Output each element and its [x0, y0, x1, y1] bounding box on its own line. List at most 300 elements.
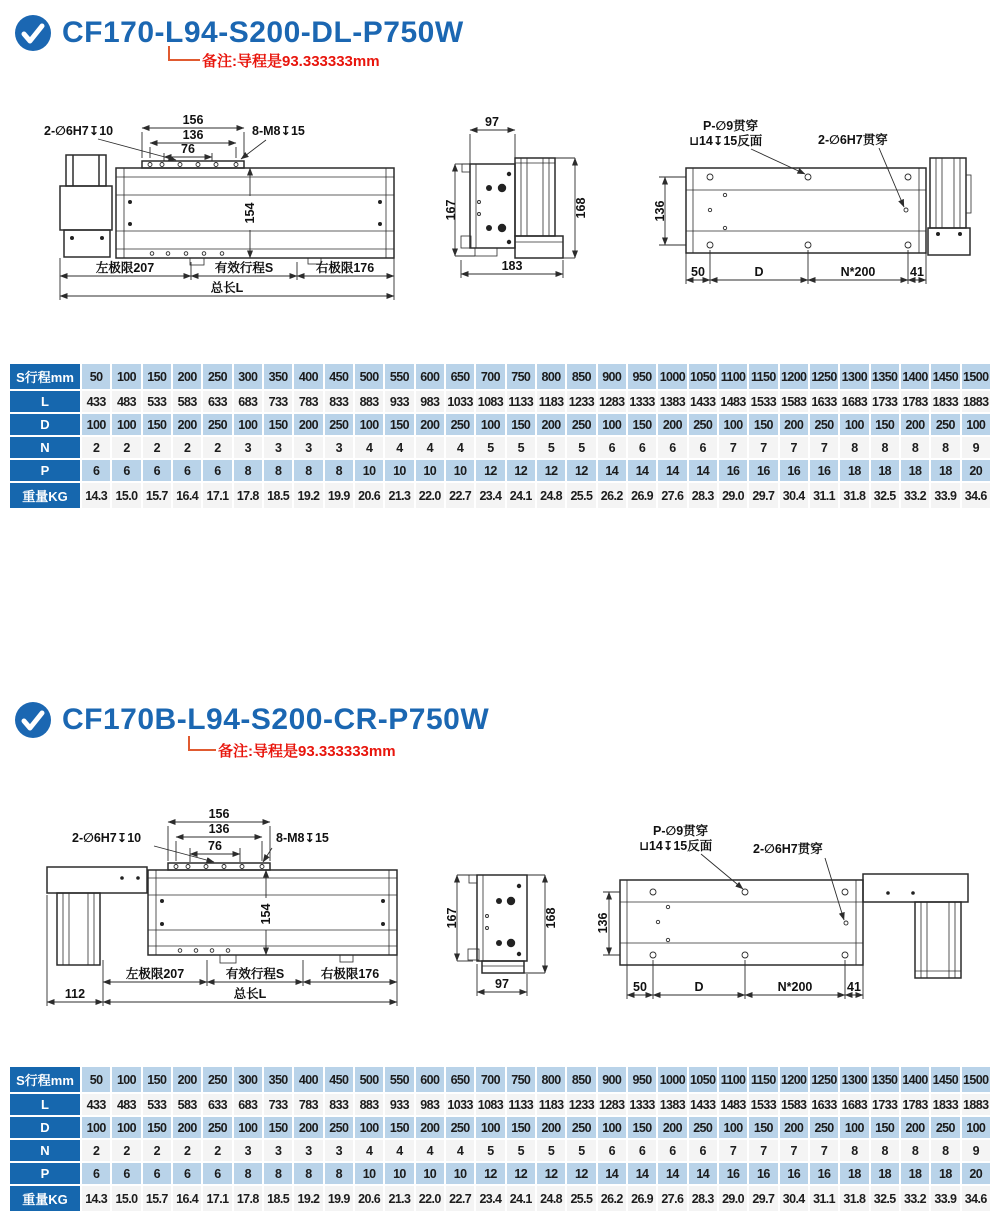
table-row — [10, 1186, 990, 1211]
spec-cell: 200 — [658, 414, 686, 435]
spec-cell: 15.7 — [143, 483, 171, 508]
dim-label: D — [754, 265, 764, 279]
spec-cell: 29.7 — [749, 1186, 777, 1211]
spec-cell: 100 — [112, 1117, 140, 1138]
spec-cell: 6 — [598, 437, 626, 458]
spec-cell: 533 — [143, 391, 171, 412]
spec-cell: 600 — [416, 364, 444, 389]
hole-callout: P-∅9贯穿 — [653, 824, 709, 838]
table-row — [10, 1117, 990, 1138]
spec-cell: 633 — [203, 1094, 231, 1115]
spec-cell: 4 — [355, 1140, 383, 1161]
spec-cell: 5 — [537, 437, 565, 458]
spec-cell: 6 — [628, 1140, 656, 1161]
spec-cell: 200 — [780, 1117, 808, 1138]
spec-cell: 1450 — [931, 1067, 959, 1092]
dim-label: 50 — [691, 265, 705, 279]
spec-cell: 250 — [931, 1117, 959, 1138]
spec-cell: 1300 — [840, 364, 868, 389]
spec-cell: 1683 — [840, 1094, 868, 1115]
spec-cell: 17.8 — [234, 1186, 262, 1211]
spec-cell: 1200 — [780, 364, 808, 389]
spec-cell: 100 — [355, 1117, 383, 1138]
spec-cell: 200 — [173, 1117, 201, 1138]
row-header: 重量KG — [10, 1186, 80, 1211]
row-header: P — [10, 1163, 80, 1184]
spec-cell: 250 — [689, 414, 717, 435]
plan-view-drawing — [633, 100, 998, 300]
spec-cell: 2 — [173, 1140, 201, 1161]
spec-cell: 250 — [203, 1117, 231, 1138]
spec-cell: 100 — [962, 414, 990, 435]
spec-cell: 1500 — [962, 1067, 990, 1092]
spec-cell: 1383 — [658, 1094, 686, 1115]
dim-label: N*200 — [840, 265, 876, 279]
spec-cell: 633 — [203, 391, 231, 412]
row-header: S行程mm — [10, 1067, 80, 1092]
row-header: N — [10, 1140, 80, 1161]
spec-cell: 10 — [385, 460, 413, 481]
spec-cell: 8 — [931, 437, 959, 458]
spec-cell: 33.9 — [931, 483, 959, 508]
spec-cell: 14.3 — [82, 1186, 110, 1211]
spec-cell: 250 — [203, 1067, 231, 1092]
spec-cell: 100 — [82, 414, 110, 435]
spec-cell: 10 — [446, 460, 474, 481]
spec-cell: 8 — [325, 460, 353, 481]
spec-cell: 683 — [234, 1094, 262, 1115]
spec-cell: 1250 — [810, 1067, 838, 1092]
spec-cell: 14 — [658, 460, 686, 481]
spec-cell: 650 — [446, 364, 474, 389]
spec-cell: 100 — [840, 414, 868, 435]
spec-cell: 1400 — [901, 1067, 929, 1092]
spec-cell: 6 — [173, 1163, 201, 1184]
spec-cell: 5 — [567, 1140, 595, 1161]
spec-cell: 6 — [689, 437, 717, 458]
spec-cell: 1783 — [901, 391, 929, 412]
spec-cell: 1283 — [598, 1094, 626, 1115]
spec-cell: 24.1 — [507, 1186, 535, 1211]
spec-cell: 250 — [325, 1117, 353, 1138]
spec-cell: 23.4 — [476, 1186, 504, 1211]
spec-cell: 8 — [840, 1140, 868, 1161]
spec-cell: 8 — [264, 460, 292, 481]
spec-cell: 1150 — [749, 364, 777, 389]
spec-cell: 8 — [264, 1163, 292, 1184]
spec-cell: 5 — [567, 437, 595, 458]
spec-cell: 29.7 — [749, 483, 777, 508]
spec-cell: 200 — [658, 1117, 686, 1138]
spec-cell: 8 — [234, 1163, 262, 1184]
spec-cell: 3 — [325, 1140, 353, 1161]
spec-cell: 24.8 — [537, 483, 565, 508]
note-text: 备注:导程是93.333333mm — [202, 53, 380, 70]
spec-cell: 3 — [264, 437, 292, 458]
spec-cell: 1883 — [962, 391, 990, 412]
spec-cell: 1433 — [689, 391, 717, 412]
spec-cell: 16 — [810, 460, 838, 481]
spec-cell: 1533 — [749, 1094, 777, 1115]
dim-label: 总长L — [233, 987, 267, 1001]
spec-cell: 1183 — [537, 391, 565, 412]
spec-cell: 583 — [173, 391, 201, 412]
spec-cell: 22.0 — [416, 483, 444, 508]
spec-cell: 100 — [962, 1117, 990, 1138]
spec-cell: 100 — [476, 1117, 504, 1138]
spec-cell: 10 — [385, 1163, 413, 1184]
spec-cell: 5 — [507, 1140, 535, 1161]
spec-cell: 14.3 — [82, 483, 110, 508]
spec-cell: 3 — [234, 437, 262, 458]
spec-cell: 17.8 — [234, 483, 262, 508]
spec-cell: 100 — [598, 414, 626, 435]
spec-cell: 2 — [203, 1140, 231, 1161]
spec-cell: 1383 — [658, 391, 686, 412]
spec-cell: 29.0 — [719, 1186, 747, 1211]
spec-cell: 150 — [264, 1117, 292, 1138]
spec-cell: 1050 — [689, 1067, 717, 1092]
dim-label: 154 — [259, 903, 273, 925]
page-title: CF170B-L94-S200-CR-P750W — [62, 703, 490, 736]
spec-cell: 33.9 — [931, 1186, 959, 1211]
spec-cell: 150 — [143, 1117, 171, 1138]
spec-cell: 600 — [416, 1067, 444, 1092]
section2-title-row — [14, 701, 489, 739]
spec-cell: 4 — [385, 437, 413, 458]
spec-cell: 200 — [780, 414, 808, 435]
spec-cell: 150 — [143, 1067, 171, 1092]
spec-cell: 250 — [203, 364, 231, 389]
spec-cell: 6 — [82, 460, 110, 481]
spec-cell: 250 — [931, 414, 959, 435]
spec-cell: 14 — [598, 460, 626, 481]
spec-cell: 1400 — [901, 364, 929, 389]
table-row — [10, 1140, 990, 1161]
spec-cell: 14 — [689, 460, 717, 481]
spec-cell: 26.2 — [598, 483, 626, 508]
spec-cell: 300 — [234, 1067, 262, 1092]
spec-cell: 1000 — [658, 1067, 686, 1092]
row-header: N — [10, 437, 80, 458]
spec-cell: 100 — [112, 364, 140, 389]
spec-cell: 6 — [112, 460, 140, 481]
spec-cell: 1783 — [901, 1094, 929, 1115]
spec-cell: 150 — [871, 1117, 899, 1138]
spec-cell: 19.2 — [294, 483, 322, 508]
spec-cell: 550 — [385, 364, 413, 389]
spec-cell: 22.7 — [446, 483, 474, 508]
spec-table — [8, 362, 992, 510]
spec-cell: 783 — [294, 1094, 322, 1115]
spec-cell: 800 — [537, 364, 565, 389]
spec-cell: 933 — [385, 391, 413, 412]
spec-cell: 22.7 — [446, 1186, 474, 1211]
spec-cell: 12 — [507, 1163, 535, 1184]
spec-cell: 450 — [325, 1067, 353, 1092]
page-title: CF170-L94-S200-DL-P750W — [62, 16, 464, 49]
spec-cell: 150 — [749, 1117, 777, 1138]
spec-table — [8, 1065, 992, 1213]
spec-cell: 12 — [476, 1163, 504, 1184]
spec-cell: 14 — [689, 1163, 717, 1184]
spec-cell: 100 — [112, 414, 140, 435]
spec-cell: 583 — [173, 1094, 201, 1115]
spec-cell: 18 — [931, 1163, 959, 1184]
table-row — [10, 1163, 990, 1184]
spec-cell: 5 — [476, 1140, 504, 1161]
spec-cell: 250 — [567, 1117, 595, 1138]
hole-callout: 8-M8↧15 — [252, 124, 305, 138]
spec-cell: 200 — [537, 1117, 565, 1138]
spec-cell: 250 — [567, 414, 595, 435]
spec-cell: 19.9 — [325, 483, 353, 508]
dim-label: 136 — [182, 128, 204, 142]
spec-cell: 750 — [507, 1067, 535, 1092]
spec-cell: 200 — [173, 414, 201, 435]
spec-cell: 200 — [416, 414, 444, 435]
spec-cell: 1633 — [810, 1094, 838, 1115]
plan-view-drawing — [593, 803, 1000, 1008]
spec-cell: 6 — [658, 1140, 686, 1161]
spec-cell: 900 — [598, 1067, 626, 1092]
spec-cell: 150 — [507, 1117, 535, 1138]
spec-cell: 50 — [82, 1067, 110, 1092]
spec-cell: 1100 — [719, 364, 747, 389]
spec-cell: 6 — [628, 437, 656, 458]
spec-cell: 983 — [416, 391, 444, 412]
spec-cell: 6 — [689, 1140, 717, 1161]
spec-cell: 33.2 — [901, 483, 929, 508]
spec-cell: 933 — [385, 1094, 413, 1115]
spec-cell: 6 — [112, 1163, 140, 1184]
spec-cell: 3 — [325, 437, 353, 458]
spec-cell: 1733 — [871, 391, 899, 412]
spec-cell: 550 — [385, 1067, 413, 1092]
spec-cell: 250 — [325, 414, 353, 435]
spec-cell: 2 — [82, 1140, 110, 1161]
spec-cell: 1250 — [810, 364, 838, 389]
spec-cell: 10 — [416, 1163, 444, 1184]
spec-cell: 1100 — [719, 1067, 747, 1092]
spec-cell: 7 — [719, 1140, 747, 1161]
row-header: L — [10, 391, 80, 412]
spec-cell: 1183 — [537, 1094, 565, 1115]
spec-cell: 1450 — [931, 364, 959, 389]
spec-cell: 5 — [476, 437, 504, 458]
dim-label: 168 — [574, 197, 588, 219]
hole-callout: P-∅9贯穿 — [703, 119, 759, 133]
spec-cell: 200 — [901, 414, 929, 435]
dim-label: 左极限207 — [95, 261, 155, 275]
spec-cell: 100 — [355, 414, 383, 435]
spec-cell: 25.5 — [567, 483, 595, 508]
spec-cell: 12 — [537, 460, 565, 481]
spec-cell: 8 — [234, 460, 262, 481]
spec-cell: 1133 — [507, 391, 535, 412]
spec-cell: 1050 — [689, 364, 717, 389]
spec-cell: 21.3 — [385, 483, 413, 508]
spec-cell: 20.6 — [355, 483, 383, 508]
spec-cell: 33.2 — [901, 1186, 929, 1211]
spec-cell: 1083 — [476, 391, 504, 412]
spec-cell: 1033 — [446, 1094, 474, 1115]
spec-cell: 6 — [143, 460, 171, 481]
spec-cell: 19.2 — [294, 1186, 322, 1211]
spec-cell: 18 — [871, 460, 899, 481]
spec-cell: 12 — [507, 460, 535, 481]
spec-cell: 16 — [749, 1163, 777, 1184]
side-view-drawing — [443, 816, 603, 1008]
spec-cell: 16 — [719, 460, 747, 481]
spec-cell: 10 — [355, 460, 383, 481]
spec-cell: 2 — [203, 437, 231, 458]
spec-cell: 22.0 — [416, 1186, 444, 1211]
row-header: S行程mm — [10, 364, 80, 389]
spec-cell: 100 — [719, 1117, 747, 1138]
dim-label: 168 — [544, 907, 558, 929]
check-circle-icon — [14, 701, 52, 739]
dim-label: 右极限176 — [315, 261, 375, 275]
spec-cell: 400 — [294, 364, 322, 389]
spec-cell: 533 — [143, 1094, 171, 1115]
hole-callout: 8-M8↧15 — [276, 831, 329, 845]
spec-cell: 32.5 — [871, 1186, 899, 1211]
row-header: 重量KG — [10, 483, 80, 508]
spec-cell: 25.5 — [567, 1186, 595, 1211]
spec-cell: 1283 — [598, 391, 626, 412]
note-text: 备注:导程是93.333333mm — [218, 743, 396, 760]
spec-cell: 6 — [658, 437, 686, 458]
dim-label: 183 — [501, 259, 523, 273]
spec-cell: 1083 — [476, 1094, 504, 1115]
spec-cell: 4 — [446, 437, 474, 458]
spec-cell: 1583 — [780, 1094, 808, 1115]
dim-label: 41 — [910, 265, 924, 279]
spec-cell: 6 — [173, 460, 201, 481]
table-row — [10, 1094, 990, 1115]
spec-cell: 5 — [507, 437, 535, 458]
spec-cell: 6 — [203, 1163, 231, 1184]
spec-cell: 20.6 — [355, 1186, 383, 1211]
dim-label: 156 — [182, 113, 204, 127]
spec-cell: 2 — [173, 437, 201, 458]
spec-cell: 3 — [294, 437, 322, 458]
spec-cell: 16 — [719, 1163, 747, 1184]
spec-cell: 7 — [810, 1140, 838, 1161]
spec-cell: 34.6 — [962, 1186, 990, 1211]
spec-cell: 28.3 — [689, 1186, 717, 1211]
spec-cell: 200 — [901, 1117, 929, 1138]
spec-cell: 50 — [82, 364, 110, 389]
dim-label: 总长L — [210, 281, 244, 295]
spec-cell: 200 — [173, 364, 201, 389]
spec-cell: 683 — [234, 391, 262, 412]
spec-cell: 26.9 — [628, 1186, 656, 1211]
hole-callout: ⊔14↧15反面 — [639, 839, 713, 853]
dim-label: 左极限207 — [125, 967, 185, 981]
row-header: D — [10, 414, 80, 435]
table-row — [10, 364, 990, 389]
dim-label: 112 — [64, 987, 86, 1001]
table-row — [10, 391, 990, 412]
spec-cell: 150 — [628, 414, 656, 435]
spec-cell: 250 — [689, 1117, 717, 1138]
spec-cell: 450 — [325, 364, 353, 389]
spec-cell: 200 — [416, 1117, 444, 1138]
dim-label: 50 — [633, 980, 647, 994]
spec-cell: 18 — [840, 1163, 868, 1184]
spec-cell: 18.5 — [264, 1186, 292, 1211]
spec-cell: 30.4 — [780, 483, 808, 508]
spec-cell: 850 — [567, 1067, 595, 1092]
dim-label: 97 — [495, 977, 509, 991]
spec-cell: 12 — [476, 460, 504, 481]
table-row — [10, 414, 990, 435]
spec-cell: 23.4 — [476, 483, 504, 508]
spec-cell: 18 — [931, 460, 959, 481]
spec-cell: 26.9 — [628, 483, 656, 508]
spec-cell: 15.7 — [143, 1186, 171, 1211]
hole-callout: 2-∅6H7↧10 — [72, 831, 142, 845]
spec-cell: 3 — [294, 1140, 322, 1161]
spec-cell: 200 — [294, 1117, 322, 1138]
spec-cell: 16 — [780, 1163, 808, 1184]
spec-cell: 100 — [234, 414, 262, 435]
spec-cell: 433 — [82, 1094, 110, 1115]
spec-cell: 4 — [355, 437, 383, 458]
spec-cell: 14 — [628, 1163, 656, 1184]
spec-cell: 100 — [840, 1117, 868, 1138]
spec-cell: 12 — [567, 460, 595, 481]
spec-cell: 1483 — [719, 391, 747, 412]
spec-cell: 7 — [749, 437, 777, 458]
hole-callout: ⊔14↧15反面 — [689, 134, 763, 148]
spec-cell: 26.2 — [598, 1186, 626, 1211]
spec-cell: 1433 — [689, 1094, 717, 1115]
spec-cell: 833 — [325, 1094, 353, 1115]
spec-cell: 483 — [112, 391, 140, 412]
spec-cell: 10 — [355, 1163, 383, 1184]
spec-cell: 483 — [112, 1094, 140, 1115]
spec-cell: 1350 — [871, 364, 899, 389]
spec-cell: 1300 — [840, 1067, 868, 1092]
spec-cell: 150 — [507, 414, 535, 435]
spec-cell: 27.6 — [658, 483, 686, 508]
spec-cell: 833 — [325, 391, 353, 412]
spec-cell: 28.3 — [689, 483, 717, 508]
table-row — [10, 437, 990, 458]
spec-cell: 883 — [355, 1094, 383, 1115]
dim-label: 136 — [208, 822, 230, 836]
spec-cell: 20 — [962, 460, 990, 481]
spec-cell: 9 — [962, 1140, 990, 1161]
spec-cell: 5 — [537, 1140, 565, 1161]
spec-cell: 8 — [901, 1140, 929, 1161]
spec-cell: 700 — [476, 1067, 504, 1092]
spec-cell: 16.4 — [173, 1186, 201, 1211]
spec-cell: 850 — [567, 364, 595, 389]
spec-cell: 31.8 — [840, 483, 868, 508]
spec-cell: 733 — [264, 391, 292, 412]
spec-cell: 4 — [416, 1140, 444, 1161]
spec-cell: 783 — [294, 391, 322, 412]
dim-label: 136 — [653, 200, 667, 222]
spec-cell: 8 — [871, 437, 899, 458]
spec-cell: 1500 — [962, 364, 990, 389]
spec-cell: 1733 — [871, 1094, 899, 1115]
spec-cell: 800 — [537, 1067, 565, 1092]
